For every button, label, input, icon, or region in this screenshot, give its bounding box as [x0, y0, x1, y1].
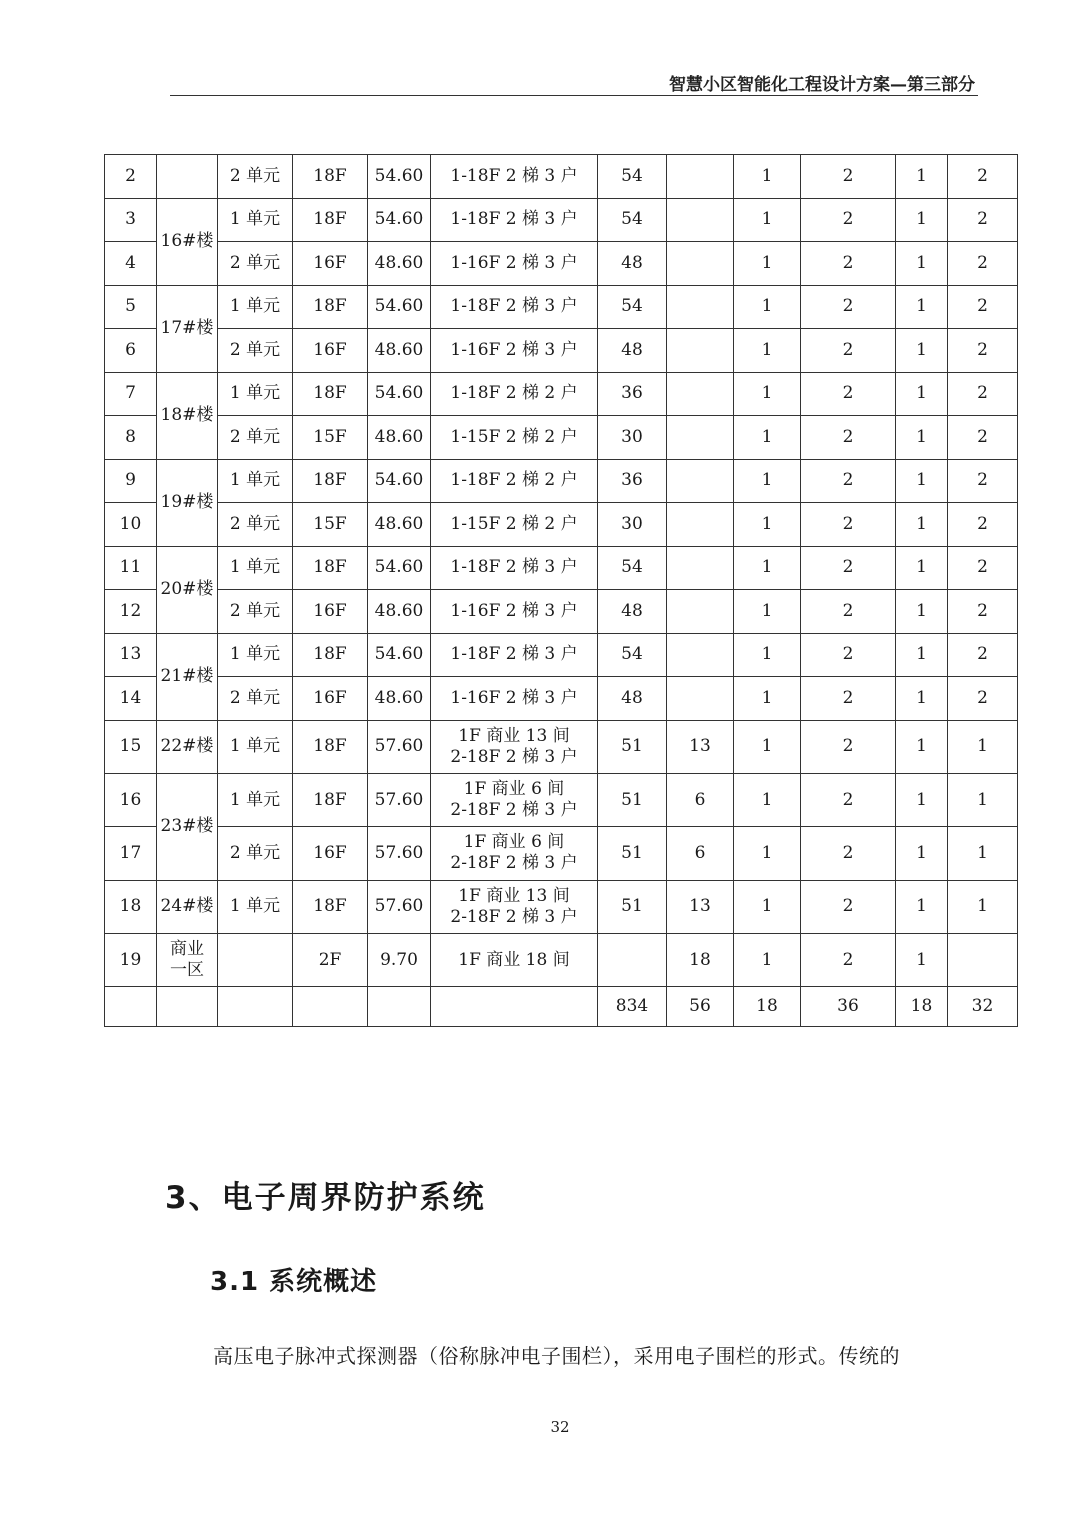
table-row: 9 19#楼 1 单元 18F 54.60 1-18F 2 梯 2 户 36 1 2 1 2: [105, 459, 1018, 503]
table-row: 7 18#楼 1 单元 18F 54.60 1-18F 2 梯 2 户 36 1 2 1 2: [105, 372, 1018, 416]
page-number: 32: [550, 1418, 570, 1436]
building-cell: 商业 一区: [157, 934, 218, 987]
config-cell: 1F 商业 6 间 2-18F 2 梯 3 户: [431, 827, 598, 880]
table-totals-row: 834 56 18 36 18 32: [105, 987, 1018, 1027]
header-divider: [170, 95, 978, 96]
table-row: 10 2 单元 15F 48.60 1-15F 2 梯 2 户 30 1 2 1 2: [105, 503, 1018, 547]
building-equipment-table: [104, 154, 1018, 1027]
section-heading: 3、电子周界防护系统: [165, 1180, 486, 1216]
table-row: 13 21#楼 1 单元 18F 54.60 1-18F 2 梯 3 户 54 1 2 1 2: [105, 633, 1018, 677]
building-cell: 18#楼: [157, 372, 218, 459]
building-cell: 22#楼: [157, 720, 218, 773]
building-cell-empty: [157, 155, 218, 199]
building-cell: 23#楼: [157, 773, 218, 880]
building-cell: 19#楼: [157, 459, 218, 546]
table-row: 12 2 单元 16F 48.60 1-16F 2 梯 3 户 48 1 2 1 2: [105, 590, 1018, 634]
building-cell: 21#楼: [157, 633, 218, 720]
building-cell: 20#楼: [157, 546, 218, 633]
table-row: 11 20#楼 1 单元 18F 54.60 1-18F 2 梯 3 户 54 1 2 1 2: [105, 546, 1018, 590]
building-cell: 16#楼: [157, 198, 218, 285]
table-row: 2 2 单元 18F 54.60 1-18F 2 梯 3 户 54 1 2 1 2: [105, 155, 1018, 199]
table-row: 17 2 单元 16F 57.60 1F 商业 6 间 2-18F 2 梯 3 户 51 6 1 2 1 1: [105, 827, 1018, 880]
table-row: 15 22#楼 1 单元 18F 57.60 1F 商业 13 间 2-18F 2 梯 3 户 51 13 1 2 1 1: [105, 720, 1018, 773]
body-paragraph: 高压电子脉冲式探测器（俗称脉冲电子围栏），采用电子围栏的形式。传统的: [213, 1344, 900, 1368]
table-row: 3 16#楼 1 单元 18F 54.60 1-18F 2 梯 3 户 54 1 2 1 2: [105, 198, 1018, 242]
table-row: 19 商业 一区 2F 9.70 1F 商业 18 间 18 1 2 1: [105, 934, 1018, 987]
table-row: 16 23#楼 1 单元 18F 57.60 1F 商业 6 间 2-18F 2 梯 3 户 51 6 1 2 1 1: [105, 773, 1018, 826]
table-row: 8 2 单元 15F 48.60 1-15F 2 梯 2 户 30 1 2 1 2: [105, 416, 1018, 460]
document-header-title: 智慧小区智能化工程设计方案—第三部分: [669, 75, 975, 95]
subsection-heading: 3.1 系统概述: [210, 1267, 378, 1297]
table-row: 14 2 单元 16F 48.60 1-16F 2 梯 3 户 48 1 2 1 2: [105, 677, 1018, 721]
config-cell: 1F 商业 13 间 2-18F 2 梯 3 户: [431, 720, 598, 773]
table-row: 6 2 单元 16F 48.60 1-16F 2 梯 3 户 48 1 2 1 2: [105, 329, 1018, 373]
table-row: 5 17#楼 1 单元 18F 54.60 1-18F 2 梯 3 户 54 1 2 1 2: [105, 285, 1018, 329]
building-cell: 24#楼: [157, 880, 218, 933]
config-cell: 1F 商业 13 间 2-18F 2 梯 3 户: [431, 880, 598, 933]
table-row: 4 2 单元 16F 48.60 1-16F 2 梯 3 户 48 1 2 1 2: [105, 242, 1018, 286]
config-cell: 1F 商业 6 间 2-18F 2 梯 3 户: [431, 773, 598, 826]
table-row: 18 24#楼 1 单元 18F 57.60 1F 商业 13 间 2-18F 2 梯 3 户 51 13 1 2 1 1: [105, 880, 1018, 933]
building-cell: 17#楼: [157, 285, 218, 372]
